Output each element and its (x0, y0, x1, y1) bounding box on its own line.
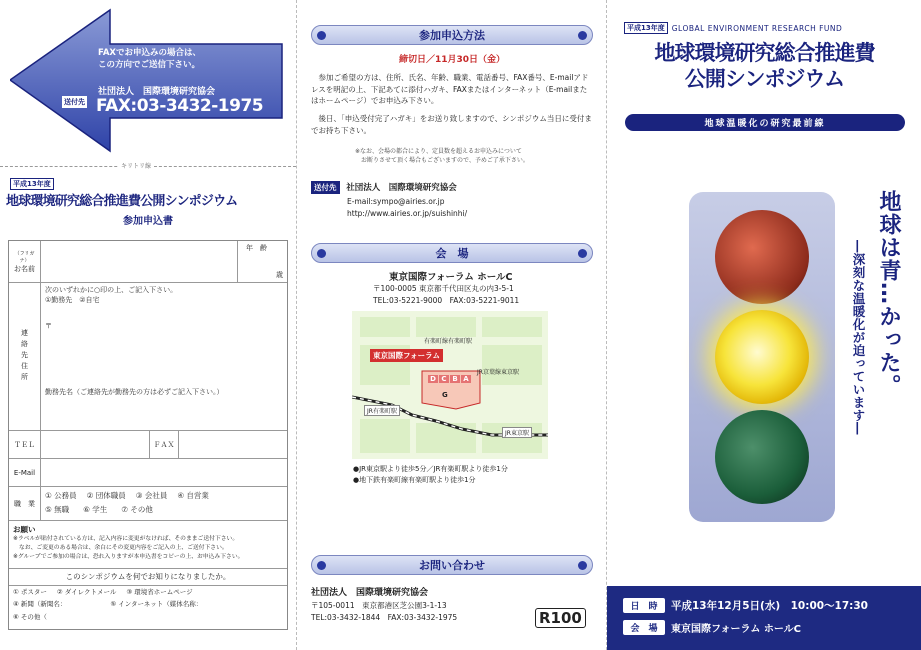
green-earth-light-icon (715, 410, 809, 504)
section-bar-inquiry (311, 555, 593, 575)
fund-header (624, 22, 842, 34)
main-title-line-1: 地球環境研究総合推進費 (654, 41, 875, 65)
year-badge: 平成13年度 (624, 22, 668, 34)
section-bar-venue (311, 243, 593, 263)
bullet-icon (317, 249, 326, 258)
venue-address-block (373, 283, 519, 306)
venue-name: 東京国際フォーラム ホールC (389, 272, 513, 283)
contact-label: 連絡先住所 (9, 283, 41, 430)
notice-title: お願い (13, 525, 36, 534)
red-earth-light-icon (715, 210, 809, 304)
main-title-line-2: 公開シンポジウム (684, 67, 845, 92)
name-label: お名前 (14, 264, 35, 273)
left-panel (0, 0, 296, 650)
arrow-org: 社団法人 国際環境研究協会 (98, 87, 216, 97)
recycle-mark: R100 (535, 608, 586, 628)
middle-panel (296, 0, 606, 650)
how-known-block (9, 569, 287, 629)
tel-fax-row (9, 431, 287, 459)
apply-paragraph-1: 参加ご希望の方は、住所、氏名、年齢、職業、電話番号、FAX番号、E-mailアドレスを明記の上、下記あてに添付ハガキ、FAXまたはインターネット（E-mailまたはホームページ）でお申込み下さい。 (311, 73, 589, 106)
map-jr-label: JR有楽町駅 (364, 405, 400, 416)
arrow-line-2: この方向でご送信下さい。 (98, 59, 201, 70)
map-hall-block: B (450, 375, 460, 383)
how-known-option[interactable]: ⑥ その他（ (13, 612, 47, 621)
map-hall-blocks (428, 375, 471, 383)
application-form (8, 240, 288, 630)
map-jr-label: JR東京駅 (502, 427, 532, 438)
venue-tag: 会 場 (623, 620, 665, 635)
notice-line: なお、ご変更のある場合は、余白にその変更内容をご記入の上、ご送付下さい。 (19, 544, 228, 551)
event-date: 平成13年12月5日(水) 10:00～17:30 (671, 600, 868, 612)
send-tag: 送付先 (311, 181, 340, 194)
map-station-label: 有楽町線有楽町駅 (424, 338, 473, 345)
job-option[interactable]: ③ 会社員 (135, 491, 168, 500)
traffic-light (689, 192, 835, 522)
main-title (607, 40, 921, 93)
name-row (9, 241, 287, 283)
email-field[interactable] (41, 459, 287, 486)
capacity-note-line: お断りさせて頂く場合もございますので、予めご了承下さい。 (361, 157, 529, 164)
postal-mark: 〒 (45, 322, 52, 330)
section-title-apply: 参加申込方法 (419, 29, 485, 42)
notice-line: ※ラベルが貼付されている方は、記入内容に変更がなければ、そのままご送付下さい。 (13, 536, 239, 543)
tagline-sub: ―深刻な温暖化が迫っています― (851, 240, 866, 435)
form-year-badge-wrap (10, 178, 54, 190)
access-info (353, 464, 508, 486)
fund-name-en: GLOBAL ENVIRONMENT RESEARCH FUND (671, 23, 843, 33)
job-label: 職 業 (9, 487, 41, 520)
how-known-option[interactable]: ⑤ インターネット（媒体名称： (110, 600, 203, 609)
age-label: 年 齢 (246, 244, 267, 252)
homepage-link[interactable]: http://www.airies.or.jp/suishinhi/ (347, 208, 468, 218)
inquiry-org: 社団法人 国際環境研究協会 (311, 588, 429, 598)
inquiry-details (311, 600, 457, 623)
contact-options: ①勤務先 ②自宅 (45, 296, 100, 304)
fax-direction-arrow (10, 8, 286, 153)
send-block (311, 181, 457, 194)
how-known-title: このシンポジウムを何でお知りになりましたか。 (9, 569, 287, 586)
send-tag: 送付先 (64, 98, 85, 106)
how-known-option[interactable]: ③ 環境省ホームページ (126, 588, 193, 596)
email-link[interactable]: E-mail:sympo@airies.or.jp (347, 197, 445, 206)
tel-field[interactable] (41, 431, 149, 458)
capacity-note (355, 147, 529, 165)
fax-number: FAX:03-3432-1975 (96, 96, 264, 116)
bullet-icon (578, 561, 587, 570)
age-unit: 歳 (276, 271, 283, 279)
form-subtitle: 参加申込書 (123, 216, 173, 227)
how-known-option[interactable]: ① ポスター (13, 588, 47, 596)
fax-label: ＦＡＸ (149, 431, 179, 458)
job-option[interactable]: ① 公務員 (45, 491, 77, 500)
event-date-row (623, 598, 868, 613)
map-hall-g: G (442, 391, 448, 399)
capacity-note-line: ※なお、会場の都合により、定員数を超えるお申込みについて (355, 148, 522, 155)
send-org: 社団法人 国際環境研究協会 (346, 183, 457, 193)
job-option[interactable]: ⑦ その他 (121, 504, 153, 514)
bullet-icon (578, 249, 587, 258)
contact-field[interactable] (41, 283, 287, 430)
arrow-line-1: FAXでお申込みの場合は、 (98, 48, 201, 58)
section-title-inquiry: お問い合わせ (419, 559, 485, 572)
notice-line: ※グループでご参加の場合は、恐れ入りますが本申込書をコピーの上、お申込み下さい。 (13, 553, 244, 560)
how-known-option[interactable]: ④ 新聞（新聞名： (13, 600, 67, 609)
inquiry-address: 〒105-0011 東京都港区芝公園3-1-13 (311, 601, 447, 610)
access-line: ●JR東京駅より徒歩5分／JR有楽町駅より徒歩1分 (353, 465, 508, 473)
section-bar-apply (311, 25, 593, 45)
fax-field[interactable] (179, 431, 287, 458)
venue-address: 〒100-0005 東京都千代田区丸の内3-5-1 (373, 284, 514, 293)
form-title: 地球環境研究総合推進費公開シンポジウム (6, 194, 238, 209)
right-panel (606, 0, 921, 650)
inquiry-tel: TEL:03-3432-1844 FAX:03-3432-1975 (311, 612, 458, 622)
notice-block (9, 521, 287, 569)
age-field[interactable] (237, 241, 287, 282)
map-hall-block: D (428, 375, 438, 383)
how-known-option[interactable]: ② ダイレクトメール (56, 588, 117, 596)
bullet-icon (317, 561, 326, 570)
contact-row (9, 283, 287, 431)
map-venue-label: 東京国際フォーラム (370, 349, 443, 362)
name-field[interactable] (41, 241, 237, 282)
section-title-venue: 会 場 (435, 247, 469, 260)
job-row (9, 487, 287, 521)
yellow-earth-light-icon (715, 310, 809, 404)
contact-links (347, 196, 467, 219)
tel-label: ＴＥＬ (9, 431, 41, 458)
job-options[interactable] (41, 487, 287, 520)
access-line: ●地下鉄有楽町線有楽町駅より徒歩1分 (353, 476, 476, 485)
event-venue: 東京国際フォーラム ホールC (671, 624, 802, 635)
venue-tel: TEL:03-5221-9000 FAX:03-5221-9011 (373, 295, 520, 305)
event-venue-row (623, 620, 801, 635)
tagline-main: 地球は青…かった。 (876, 190, 901, 397)
bullet-icon (578, 31, 587, 40)
map-hall-block: A (461, 375, 471, 383)
subtitle-banner: 地球温暖化の研究最前線 (625, 114, 905, 131)
email-row (9, 459, 287, 487)
job-option[interactable]: ⑥ 学生 (83, 504, 108, 514)
email-label: E-Mail (9, 459, 41, 486)
bullet-icon (317, 31, 326, 40)
furigana-label: （フリガナ） (14, 250, 35, 264)
form-year-badge: 平成13年度 (10, 178, 54, 190)
job-option[interactable]: ② 団体職員 (86, 491, 126, 500)
cut-label: キリトリ線 (118, 161, 154, 170)
map-hall-block: C (439, 375, 449, 383)
map-station-label: JR京葉線東京駅 (477, 369, 519, 376)
workplace-note: 勤務先名（ご連絡先が勤務先の方は必ずご記入下さい。） (45, 388, 224, 396)
job-option[interactable]: ④ 自営業 (177, 491, 209, 500)
date-tag: 日 時 (623, 598, 665, 613)
apply-paragraph-2: 後日、「申込受付完了ハガキ」をお送り致しますので、シンポジウム当日に受付までお持ち下さい。 (311, 114, 592, 135)
event-info-footer (607, 586, 921, 650)
deadline: 締切日／11月30日（金） (398, 55, 506, 65)
contact-note: 次のいずれかに○印の上、ご記入下さい。 (45, 286, 178, 294)
job-option[interactable]: ⑤ 無職 (45, 504, 70, 514)
venue-map (352, 311, 548, 459)
